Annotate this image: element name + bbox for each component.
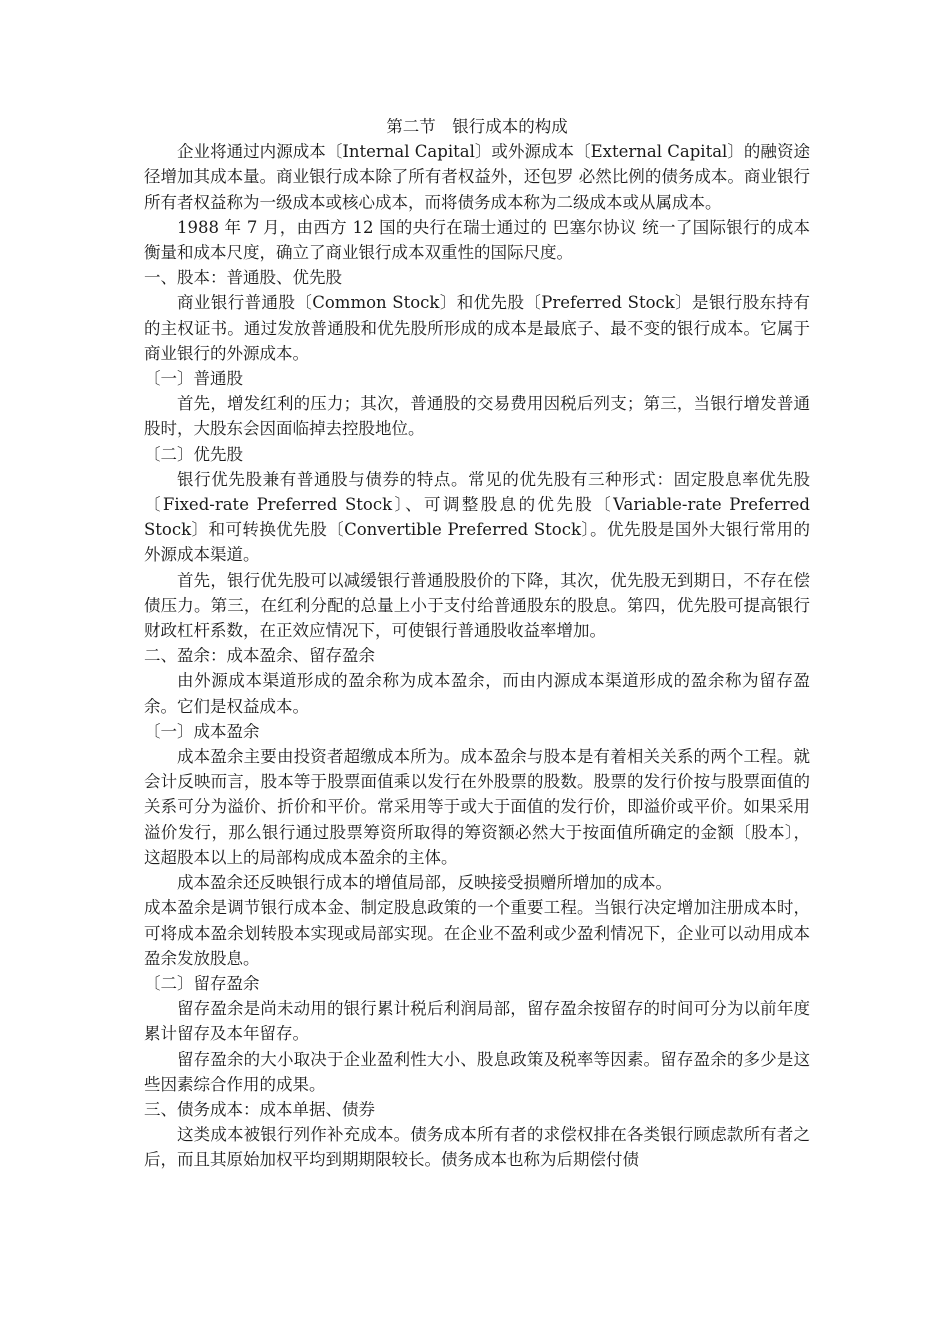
paragraph-capital-surplus: 成本盈余主要由投资者超缴成本所为。成本盈余与股本是有着相关关系的两个工程。就会计反映而言，股本等于股票面值乘以发行在外股票的股数。股票的发行价按与股票面值的关系可分为溢价、折价和平价。常采用等于或大于面值的发行价，即溢价或平价。如果采用溢价发行，那么银行通过股票筹资所取得的筹资额必然大于按面值所确定的金额〔股本〕，这超股本以上的局部构成成本盈余的主体。 bbox=[144, 747, 810, 867]
heading-equity: 一、股本：普通股、优先股 bbox=[144, 268, 342, 288]
paragraph-capital-surplus-2: 成本盈余还反映银行成本的增值局部，反映接受损赠所增加的成本。 bbox=[177, 873, 672, 893]
paragraph-capital-surplus-3: 成本盈余是调节银行成本金、制定股息政策的一个重要工程。当银行决定增加注册成本时，可将成本盈余划转股本实现或局部实现。在企业不盈利或少盈利情况下，企业可以动用成本盈余发放股息。 bbox=[144, 898, 810, 968]
paragraph-debt-capital: 这类成本被银行列作补充成本。债务成本所有者的求偿权排在各类银行顾虑款所有者之后，而且其原始加权平均到期期限较长。债务成本也称为后期偿付债 bbox=[144, 1125, 810, 1170]
paragraph-preferred-stock: 银行优先股兼有普通股与债券的特点。常见的优先股有三种形式：固定股息率优先股〔Fixed-rate Preferred Stock〕、可调整股息的优先股〔Variable-rate Preferred Stock〕和可转换优先股〔Convertible Preferred Stock〕。优先股是国外大银行常用的外源成本渠道。 bbox=[144, 469, 810, 565]
paragraph-basel: 1988 年 7 月，由西方 12 国的央行在瑞士通过的 巴塞尔协议 统一了国际银行的成本衡量和成本尺度，确立了商业银行成本双重性的国际尺度。 bbox=[144, 217, 810, 263]
paragraph-retained-earnings: 留存盈余是尚未动用的银行累计税后利润局部，留存盈余按留存的时间可分为以前年度累计留存及本年留存。 bbox=[144, 999, 810, 1044]
paragraph-equity: 商业银行普通股〔Common Stock〕和优先股〔Preferred Stock〕是银行股东持有的主权证书。通过发放普通股和优先股所形成的成本是最底子、最不变的银行成本。它属于商业银行的外源成本。 bbox=[144, 293, 810, 363]
paragraph-intro: 企业将通过内源成本〔Internal Capital〕或外源成本〔External Capital〕的融资途径增加其成本量。商业银行成本除了所有者权益外，还包罗 必然比例的债务成本。商业银行所有者权益称为一级成本或核心成本，而将债务成本称为二级成本或从属成本。 bbox=[144, 142, 810, 212]
document-page bbox=[144, 114, 810, 1173]
section-title: 第二节 银行成本的构成 bbox=[386, 117, 568, 136]
paragraph-surplus: 由外源成本渠道形成的盈余称为成本盈余，而由内源成本渠道形成的盈余称为留存盈余。它们是权益成本。 bbox=[144, 671, 810, 716]
paragraph-common-stock: 首先，增发红利的压力；其次，普通股的交易费用因税后列支；第三，当银行增发普通股时，大股东会因面临掉去控股地位。 bbox=[144, 394, 810, 439]
paragraph-retained-earnings-2: 留存盈余的大小取决于企业盈利性大小、股息政策及税率等因素。留存盈余的多少是这些因素综合作用的成果。 bbox=[144, 1049, 810, 1094]
heading-debt-capital: 三、债务成本：成本单据、债券 bbox=[144, 1099, 375, 1119]
subheading-retained-earnings: 〔二〕留存盈余 bbox=[144, 973, 260, 993]
heading-surplus: 二、盈余：成本盈余、留存盈余 bbox=[144, 646, 375, 666]
subheading-common-stock: 〔一〕普通股 bbox=[144, 369, 243, 389]
subheading-capital-surplus: 〔一〕成本盈余 bbox=[144, 721, 260, 741]
paragraph-preferred-benefits: 首先，银行优先股可以减缓银行普通股股价的下降，其次，优先股无到期日，不存在偿债压力。第三，在红利分配的总量上小于支付给普通股东的股息。第四，优先股可提高银行财政杠杆系数，在正效应情况下，可使银行普通股收益率增加。 bbox=[144, 570, 810, 641]
subheading-preferred-stock: 〔二〕优先股 bbox=[144, 444, 243, 464]
